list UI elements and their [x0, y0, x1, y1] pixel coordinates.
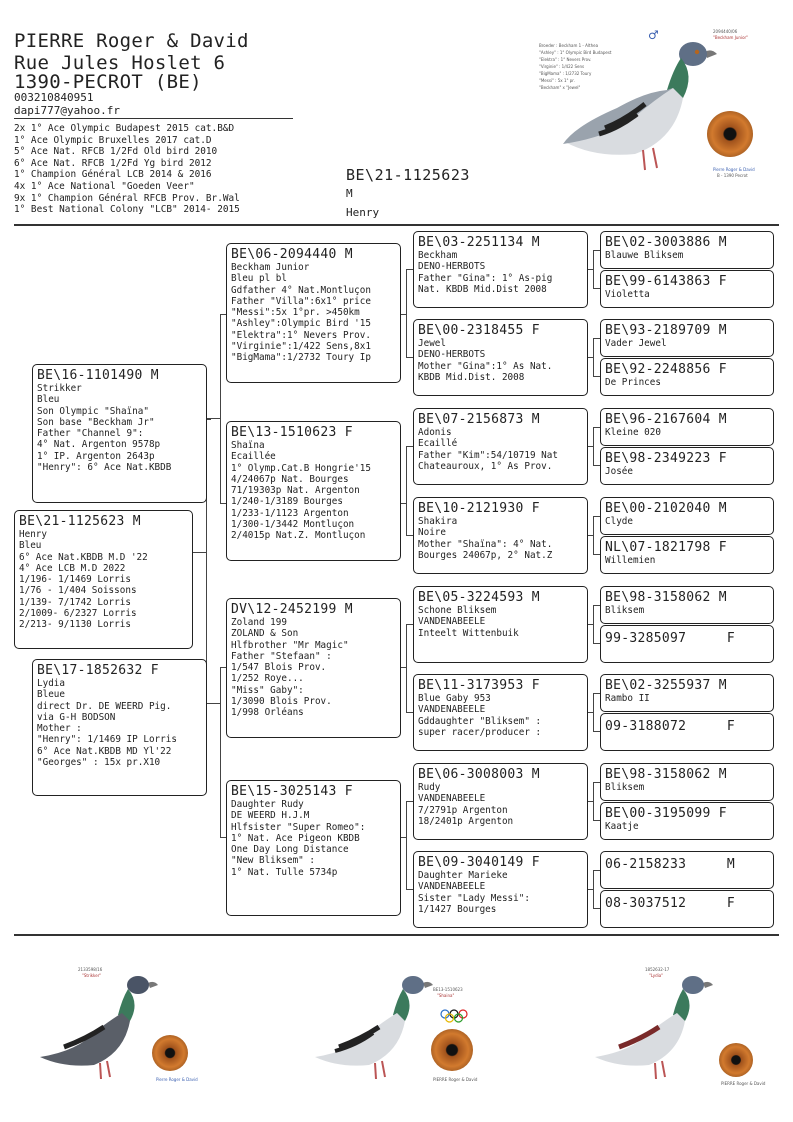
pedigree-box-gen5[interactable] — [600, 890, 774, 928]
pedigree-box-gen4[interactable] — [413, 408, 588, 485]
pedigree-box-gen4[interactable] — [413, 674, 588, 751]
wire — [406, 535, 413, 536]
detail-line: DENO-HERBOTS — [418, 261, 486, 273]
top-pigeon-photo — [535, 25, 780, 185]
ring-number: 06-2158233 M — [605, 857, 736, 872]
detail-line: "Virginie":1/422 Sens,8x1 — [231, 341, 371, 353]
pedigree-box-gen5[interactable] — [600, 270, 774, 308]
achievement: 1° Ace Olympic Bruxelles 2017 cat.D — [14, 134, 212, 146]
detail-line: 4° Ace LCB M.D 2022 — [19, 562, 126, 574]
detail-line: "Henry": 6° Ace Nat.KBDB — [37, 462, 172, 474]
detail-line: 1/233-1/1123 Argenton — [231, 507, 349, 519]
ring-number: BE\00-2318455 F — [418, 323, 540, 338]
wire — [593, 338, 600, 339]
detail-line: Henry — [19, 529, 47, 540]
detail-line: Father "Kim":54/10719 Nat — [418, 449, 558, 461]
photo-note: "Messi" : 5x 1° pr. — [539, 78, 575, 83]
detail-line: 1° Olymp.Cat.B Hongrie'15 — [231, 462, 371, 474]
detail-line: 1/252 Roye... — [231, 673, 304, 685]
wire — [192, 552, 206, 553]
pigeon-drawing — [555, 30, 725, 180]
detail-line: 18/2401p Argenton — [418, 815, 514, 827]
detail-line: 1° Nat. Tulle 5734p — [231, 866, 338, 878]
wire — [593, 782, 594, 820]
achievement: 2x 1° Ace Olympic Budapest 2015 cat.B&D — [14, 123, 235, 134]
wire — [406, 269, 407, 357]
detail-line: Blauwe Bliksem — [605, 250, 684, 261]
detail-line: Clyde — [605, 516, 633, 527]
top-divider — [14, 224, 779, 226]
eye-closeup — [431, 1029, 473, 1071]
detail-line: Beckham — [418, 250, 458, 261]
detail-line: super racer/producer : — [418, 726, 542, 738]
detail-line: Willemien — [605, 555, 656, 566]
detail-line: Adonis — [418, 427, 452, 438]
bottom-divider — [14, 934, 779, 936]
subject-sex: M — [346, 187, 353, 200]
detail-line: Sister "Lady Messi": — [418, 892, 530, 904]
ring-number: BE\16-1101490 M — [37, 368, 159, 383]
detail-line: "New Bliksem" : — [231, 855, 315, 867]
pedigree-box-gen5[interactable] — [600, 763, 774, 801]
header-underline — [14, 118, 293, 119]
ring-number: BE\00-2102040 M — [605, 501, 727, 516]
detail-line: 1/196- 1/1469 Lorris — [19, 574, 131, 586]
detail-line: DE WEERD H.J.M — [231, 810, 310, 822]
photo-name: "Beckham Junior" — [713, 35, 749, 40]
ring-number: NL\07-1821798 F — [605, 540, 727, 555]
detail-line: 6° Ace Nat.KBDB M.D '22 — [19, 551, 148, 563]
pedigree-box-grandfather-paternal[interactable] — [226, 243, 401, 383]
pedigree-box-gen5[interactable] — [600, 447, 774, 485]
ring-number: BE\15-3025143 F — [231, 784, 353, 799]
photo-caption: PIERRE Roger & David — [433, 1077, 478, 1082]
ring-number: BE\07-2156873 M — [418, 412, 540, 427]
ring-number: BE\06-3008003 M — [418, 767, 540, 782]
wire — [593, 731, 600, 732]
photo-note: "Elektra" : 1° Nevers Prov. — [539, 57, 592, 62]
detail-line: Bourges 24067p, 2° Nat.Z — [418, 549, 553, 561]
detail-line: VANDENABEELE — [418, 704, 486, 716]
wire — [593, 250, 594, 288]
detail-line: Ecaillée — [231, 451, 276, 463]
detail-line: Shakira — [418, 516, 458, 527]
photo-card-lydia — [585, 965, 765, 1090]
detail-line: Son base "Beckham Jr" — [37, 416, 155, 428]
detail-line: Noire — [418, 527, 446, 539]
detail-line: 1/240-1/3189 Bourges — [231, 496, 343, 508]
photo-note: "BigMama" : 1/2732 Toury — [539, 71, 592, 76]
detail-line: 2/213- 9/1130 Lorris — [19, 619, 131, 631]
wire — [593, 516, 594, 554]
detail-line: Hlfsister "Super Romeo": — [231, 821, 366, 833]
wire — [593, 870, 594, 908]
detail-line: DENO-HERBOTS — [418, 349, 486, 361]
detail-line: VANDENABEELE — [418, 881, 486, 893]
detail-line: One Day Long Distance — [231, 844, 349, 856]
detail-line: 1/139- 7/1742 Lorris — [19, 596, 131, 608]
ring-number: BE\02-3003886 M — [605, 235, 727, 250]
detail-line: VANDENABEELE — [418, 616, 486, 628]
eye-closeup — [152, 1035, 188, 1071]
detail-line: Shaïna — [231, 440, 265, 451]
wire — [593, 870, 600, 871]
photo-name: "Lydia" — [649, 973, 664, 978]
wire — [593, 908, 600, 909]
photo-name: "Strikker" — [82, 973, 102, 978]
photo-card-strikker — [30, 965, 198, 1090]
ring-number: BE\00-3195099 F — [605, 806, 727, 821]
wire — [220, 314, 221, 503]
detail-line: Father "Stefaan" : — [231, 650, 332, 662]
detail-line: 1/998 Orléans — [231, 707, 304, 719]
detail-line: 1/547 Blois Prov. — [231, 662, 327, 674]
detail-line: Vader Jewel — [605, 338, 667, 349]
pedigree-box-gen5[interactable] — [600, 586, 774, 624]
wire — [593, 693, 600, 694]
detail-line: Bliksem — [605, 782, 645, 793]
detail-line: 1/76 - 1/404 Soissons — [19, 585, 137, 597]
detail-line: Ecaillé — [418, 438, 458, 450]
detail-line: Beckham Junior — [231, 262, 310, 273]
pedigree-box-subject[interactable] — [14, 510, 193, 649]
wire — [593, 554, 600, 555]
detail-line: Rudy — [418, 782, 441, 793]
photo-caption: Pierre Roger & David — [156, 1077, 198, 1082]
photo-ring: 2133598/16 — [78, 967, 103, 972]
detail-line: 1/1427 Bourges — [418, 903, 497, 915]
eye-closeup — [707, 111, 753, 157]
detail-line: Mother "Gina":1° As Nat. — [418, 360, 553, 372]
photo-ring: 1852632-17 — [645, 967, 670, 972]
pedigree-box-gen5[interactable] — [600, 674, 774, 712]
owner-street: Rue Jules Hoslet 6 — [14, 52, 226, 74]
wire — [406, 624, 413, 625]
ring-number: BE\98-2349223 F — [605, 451, 727, 466]
detail-line: Bliksem — [605, 605, 645, 616]
wire — [593, 376, 600, 377]
ring-number: BE\21-1125623 M — [19, 514, 141, 529]
photo-card-shaina — [305, 965, 478, 1090]
detail-line: 2/4015p Nat.Z. Montluçon — [231, 530, 366, 542]
detail-line: 7/2791p Argenton — [418, 804, 508, 816]
pedigree-box-grandfather-maternal[interactable] — [226, 598, 401, 738]
ring-number: DV\12-2452199 M — [231, 602, 353, 617]
ring-number: BE\93-2189709 M — [605, 323, 727, 338]
wire — [593, 643, 600, 644]
detail-line: Chateauroux, 1° As Prov. — [418, 460, 553, 472]
wire — [593, 288, 600, 289]
pedigree-box-gen5[interactable] — [600, 851, 774, 889]
pedigree-box-grandmother-paternal[interactable] — [226, 421, 401, 561]
wire — [593, 250, 600, 251]
achievement: 9x 1° Champion Général RFCB Prov. Br.Wal — [14, 192, 240, 204]
detail-line: Jewel — [418, 338, 446, 349]
ring-number: 99-3285097 F — [605, 631, 736, 646]
pedigree-box-gen4[interactable] — [413, 497, 588, 574]
detail-line: Daughter Rudy — [231, 799, 304, 810]
ring-number: BE\99-6143863 F — [605, 274, 727, 289]
detail-line: "BigMama":1/2732 Toury Ip — [231, 352, 371, 364]
photo-ring: 2094440/06 — [713, 29, 738, 34]
detail-line: Hlfbrother "Mr Magic" — [231, 639, 349, 651]
photo-note: "Virginie" : 1/422 Sens — [539, 64, 585, 69]
wire — [406, 624, 407, 712]
wire — [593, 605, 594, 643]
pigeon-drawing — [589, 969, 715, 1087]
detail-line: "Elektra":1° Nevers Prov. — [231, 329, 371, 341]
ring-number: BE\09-3040149 F — [418, 855, 540, 870]
detail-line: ZOLAND & Son — [231, 628, 299, 640]
owner-phone: 003210840951 — [14, 91, 94, 104]
ring-number: BE\02-3255937 M — [605, 678, 727, 693]
wire — [593, 516, 600, 517]
detail-line: Mother "Shaïna": 4° Nat. — [418, 538, 553, 550]
wire — [593, 693, 594, 731]
pigeon-drawing — [34, 969, 160, 1087]
pigeon-drawing — [309, 969, 435, 1087]
pedigree-box-gen5[interactable] — [600, 358, 774, 396]
pedigree-box-gen5[interactable] — [600, 802, 774, 840]
detail-line: direct Dr. DE WEERD Pig. — [37, 700, 172, 712]
ring-number: 08-3037512 F — [605, 896, 736, 911]
wire — [406, 446, 413, 447]
detail-line: Kaatje — [605, 821, 639, 832]
ring-number: BE\17-1852632 F — [37, 663, 159, 678]
wire — [593, 782, 600, 783]
detail-line: "Georges" : 15x pr.X10 — [37, 757, 161, 769]
ring-number: 09-3188072 F — [605, 719, 736, 734]
detail-line: Father "Channel 9": — [37, 428, 144, 440]
achievement: 5° Ace Nat. RFCB 1/2Fd Old bird 2010 — [14, 146, 218, 158]
detail-line: De Princes — [605, 377, 661, 388]
detail-line: 2/1009- 6/2327 Lorris — [19, 608, 137, 620]
detail-line: Kleine 020 — [605, 427, 661, 438]
pedigree-box-gen5[interactable] — [600, 319, 774, 357]
achievement: 4x 1° Ace National "Goeden Veer" — [14, 180, 195, 192]
male-symbol-icon: ♂ — [648, 28, 659, 42]
wire — [406, 712, 413, 713]
wire — [406, 269, 413, 270]
ring-number: BE\92-2248856 F — [605, 362, 727, 377]
wire — [593, 427, 600, 428]
detail-line: 4/24067p Nat. Bourges — [231, 473, 349, 485]
detail-line: Mother : — [37, 723, 82, 735]
detail-line: "Messi":5x 1°pr. >450km — [231, 307, 360, 319]
detail-line: Zoland 199 — [231, 617, 287, 628]
detail-line: Bleu pl bl — [231, 273, 287, 285]
subject-ring: BE\21-1125623 — [346, 166, 470, 184]
photo-caption: B - 1390 Pecrot — [717, 173, 748, 178]
detail-line: Bleue — [37, 689, 65, 701]
detail-line: via G-H BODSON — [37, 711, 116, 723]
pedigree-box-father[interactable] — [32, 364, 207, 503]
detail-line: 1/300-1/3442 Montluçon — [231, 519, 355, 531]
pedigree-box-gen4[interactable] — [413, 319, 588, 396]
detail-line: Bleu — [19, 540, 42, 552]
pedigree-box-gen4[interactable] — [413, 231, 588, 308]
pedigree-box-gen4[interactable] — [413, 763, 588, 840]
detail-line: Gdfather 4° Nat.Montluçon — [231, 284, 371, 296]
detail-line: VANDENABEELE — [418, 793, 486, 805]
wire — [207, 418, 220, 419]
wire — [220, 667, 221, 837]
detail-line: 1° Nat. Ace Pigeon KBDB — [231, 832, 360, 844]
pedigree-box-mother[interactable] — [32, 659, 207, 796]
photo-ring: BE13-1510623 — [433, 987, 463, 992]
detail-line: Inteelt Wittenbuik — [418, 627, 519, 639]
detail-line: Schone Bliksem — [418, 605, 497, 616]
pedigree-box-gen5[interactable] — [600, 231, 774, 269]
wire — [406, 446, 407, 535]
ring-number: BE\06-2094440 M — [231, 247, 353, 262]
detail-line: 4° Nat. Argenton 9578p — [37, 439, 161, 451]
achievements-list — [14, 123, 240, 216]
detail-line: "Miss" Gaby": — [231, 684, 304, 696]
pedigree-box-gen4[interactable] — [413, 586, 588, 663]
subject-name: Henry — [346, 206, 380, 219]
detail-line: Blue Gaby 953 — [418, 693, 491, 704]
photo-note: "Beckham" x "Jewel" — [539, 85, 581, 90]
pedigree-box-gen5[interactable] — [600, 625, 774, 663]
eye-closeup — [719, 1043, 753, 1077]
wire — [406, 889, 413, 890]
pedigree-box-grandmother-maternal[interactable] — [226, 780, 401, 916]
photo-note: Broeder : Beckham 1 - Althea — [539, 43, 599, 48]
ring-number: BE\98-3158062 M — [605, 590, 727, 605]
detail-line: Strikker — [37, 383, 82, 394]
photo-caption: PIERRE Roger & David — [721, 1081, 766, 1086]
detail-line: Gddaughter "Bliksem" : — [418, 715, 542, 727]
ring-number: BE\11-3173953 F — [418, 678, 540, 693]
pedigree-box-gen5[interactable] — [600, 408, 774, 446]
wire — [406, 357, 413, 358]
pedigree-box-gen4[interactable] — [413, 851, 588, 928]
wire — [593, 465, 600, 466]
detail-line: KBDB Mid.Dist. 2008 — [418, 371, 525, 383]
ring-number: BE\10-2121930 F — [418, 501, 540, 516]
ring-number: BE\13-1510623 F — [231, 425, 353, 440]
detail-line: Father "Gina": 1° As-pig — [418, 272, 553, 284]
ring-number: BE\05-3224593 M — [418, 590, 540, 605]
detail-line: Son Olympic "Shaïna" — [37, 405, 149, 417]
detail-line: Daughter Marieke — [418, 870, 508, 881]
achievement: 1° Champion Général LCB 2014 & 2016 — [14, 169, 212, 181]
wire — [207, 703, 220, 704]
photo-caption: Pierre Roger & David — [713, 167, 755, 172]
detail-line: "Henry": 1/1469 IP Lorris — [37, 734, 177, 746]
detail-line: 6° Ace Nat.KBDB MD Yl'22 — [37, 745, 172, 757]
detail-line: Lydia — [37, 678, 65, 689]
detail-line: Violetta — [605, 289, 650, 300]
detail-line: 1° IP. Argenton 2643p — [37, 450, 155, 462]
detail-line: Rambo II — [605, 693, 650, 704]
olympic-rings-icon — [439, 1009, 469, 1023]
pedigree-box-gen5[interactable] — [600, 536, 774, 574]
ring-number: BE\96-2167604 M — [605, 412, 727, 427]
pedigree-box-gen5[interactable] — [600, 713, 774, 751]
pedigree-box-gen5[interactable] — [600, 497, 774, 535]
detail-line: Bleu — [37, 394, 60, 406]
detail-line: "Ashley":Olympic Bird '15 — [231, 318, 371, 330]
wire — [593, 605, 600, 606]
wire — [593, 427, 594, 465]
detail-line: Father "Villa":6x1° price — [231, 295, 371, 307]
detail-line: 1/3090 Blois Prov. — [231, 696, 332, 708]
owner-email[interactable]: dapi777@yahoo.fr — [14, 104, 120, 117]
photo-name: "Shaina" — [437, 993, 455, 998]
photo-note: "Ashley" : 1° Olympic Bird Budapest — [539, 50, 612, 55]
wire — [406, 801, 407, 889]
detail-line: Nat. KBDB Mid.Dist 2008 — [418, 283, 547, 295]
wire — [406, 801, 413, 802]
wire — [593, 338, 594, 376]
achievement: 6° Ace Nat. RFCB 1/2Fd Yg bird 2012 — [14, 157, 212, 169]
ring-number: BE\03-2251134 M — [418, 235, 540, 250]
detail-line: 71/19303p Nat. Argenton — [231, 485, 360, 497]
detail-line: Josée — [605, 466, 633, 477]
owner-city: 1390-PECROT (BE) — [14, 71, 202, 93]
wire — [593, 820, 600, 821]
owner-name: PIERRE Roger & David — [14, 30, 249, 52]
ring-number: BE\98-3158062 M — [605, 767, 727, 782]
achievement: 1° Best National Colony "LCB" 2014- 2015 — [14, 204, 240, 216]
